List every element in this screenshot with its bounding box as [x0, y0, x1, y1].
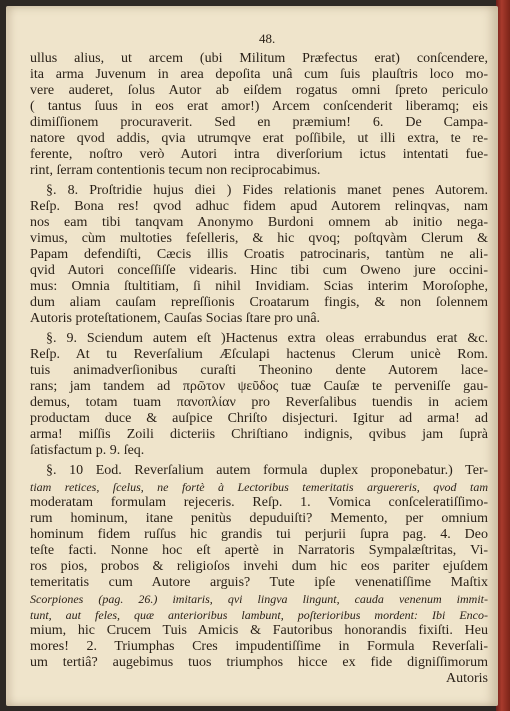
- text-line: productam duce & auſpice Chriſto disjecturi. Igitur ad arma! ad: [30, 411, 488, 426]
- text-line: mores! 2. Triumphas Cres impudentiſſime in Formula Reverſali-: [30, 639, 488, 654]
- text-line-italic: Scorpiones (pag. 26.) imitaris, qvi lingva lingunt, cauda venenum immit-: [30, 592, 488, 606]
- book-page: [6, 6, 498, 706]
- text-line: rans; jam tandem ad πρῶτον ψεῦδος tuæ Cauſæ te perveniſſe gau-: [30, 379, 488, 394]
- text-line: hominum fidem ruſſus hic grandis tui perjurii ſupra pag. 4. Deo: [30, 527, 488, 542]
- text-line: ſatisfactum p. 9. ſeq.: [30, 443, 145, 458]
- text-line: qvid Autori conceſſiſſe videaris. Hinc tibi cum Oweno jure occini-: [30, 263, 488, 278]
- text-line: um tertiâ? augebimus tuos triumphos hicce ex fide digniſſimorum: [30, 655, 488, 670]
- text-line: Papam defendiſti, Cæcis illis Croatis patrocinaris, tantùm ne ali-: [30, 247, 488, 262]
- text-line: tuis animadverſionibus curaſti Theonino dente Autorem lace-: [30, 363, 488, 378]
- text-line: demus, totam tuam πανοπλίαν pro Reverſalibus tuendis in aciem: [30, 395, 488, 410]
- page-number: 48.: [259, 31, 276, 46]
- text-line: mus: Omnia ſtultitiam, ſi nihil Invidiam. Scias interim Moroſophe,: [30, 279, 488, 294]
- text-line: Reſp. At tu Reverſalium Æſculapi hactenus Clerum unicè Rom.: [30, 347, 488, 362]
- text-line: Reſp. Bona res! qvod adhuc fidem apud Autorem relinqvas, nam: [30, 199, 488, 214]
- text-line: rum hominum, itane penitùs depuduiſti? Memento, per omnium: [30, 511, 488, 526]
- text-line: dimiſſionem procuraverit. Sed en præmium! 6. De Campa-: [30, 115, 488, 130]
- text-line: ros pios, probos & religioſos invehi dum hic eos pariter ejuſdem: [30, 559, 488, 574]
- text-line: vere auderet, ſolus Autor ab eiſdem rogatus omni ſpreto periculo: [30, 83, 488, 98]
- text-line: mium, hic Crucem Tuis Amicis & Fautoribus honorandis fixiſti. Heu: [30, 623, 488, 638]
- text-line: ferente, noſtro verò Autori intra diverſorium ictus intentati fue-: [30, 147, 488, 162]
- text-line: ( tantus ſuus in eos erat amor!) Arcem conſcenderit liberamq; eis: [30, 99, 488, 114]
- book-spine: [496, 0, 510, 711]
- text-line: temeritatis cum Autore arguis? Tute ipſe venenatiſſime Maſtix: [30, 575, 488, 590]
- text-line: vimus, cùm multoties feſelleris, & hic qvoq; poſtqvàm Clerum &: [30, 231, 488, 246]
- section-heading-10: §. 10 Eod. Reverſalium autem formula duplex proponebatur.) Ter-: [46, 463, 488, 478]
- text-line-italic: tiam retices, ſcelus, ne fortè à Lectoribus temeritatis arguereris, qvod tam: [30, 480, 488, 494]
- text-line: rint, ſerram contentionis tecum non reciprocabimus.: [30, 163, 321, 178]
- text-line: arma! miſſis Zoili dicteriis Chriſtiano indignis, qvibus jam ſuprà: [30, 427, 488, 442]
- text-line: nos eam tibi tanqvam Anonymo Burdoni omnem ab initio nega-: [30, 215, 488, 230]
- text-line: teſte facti. Nonne hoc eſt apertè in Narratoris Sympalæſtritas, Vi-: [30, 543, 488, 558]
- text-line: ita arma Juvenum in area depoſita unâ cum ſuis plauſtris loco mo-: [30, 67, 488, 82]
- text-line: natore qvod addis, qvia utrumqve erat poſſibile, ut illi extra, te re-: [30, 131, 488, 146]
- text-line: ullus alius, ut arcem (ubi Militum Præfectus erat) conſcendere,: [30, 51, 488, 66]
- text-line: Autoris proteſtationem, Cauſas Socias ſtare pro unâ.: [30, 311, 321, 326]
- text-line: moderatam formulam rejeceris. Reſp. 1. Vomica conſceleratiſſimo-: [30, 495, 488, 510]
- section-heading-8: §. 8. Proſtridie hujus diei ) Fides relationis manet penes Autorem.: [46, 183, 488, 198]
- catchword: Autoris: [446, 671, 488, 686]
- text-line: dum aliam cauſam repreſſionis Croatarum fingis, & non ſolennem: [30, 295, 488, 310]
- text-line-italic: tunt, aut feles, quæ anterioribus lambunt, poſterioribus mordent: Ibi Enco-: [30, 608, 488, 622]
- section-heading-9: §. 9. Sciendum autem eſt )Hactenus extra oleas errabundus erat &c.: [46, 331, 488, 346]
